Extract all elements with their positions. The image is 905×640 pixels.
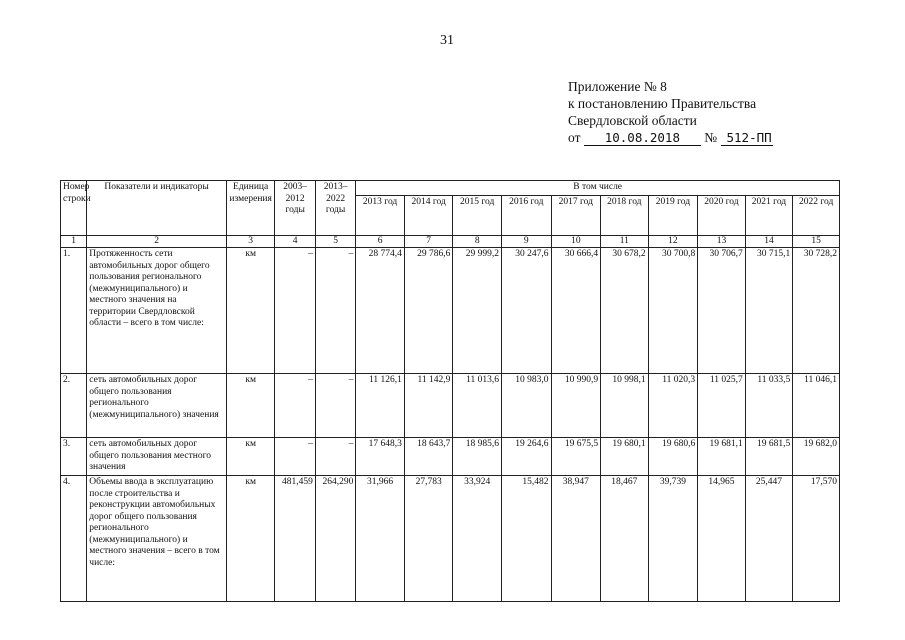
resolution-number: 512-ПП: [721, 131, 773, 146]
table-row: [61, 374, 840, 438]
column-number: 12: [648, 235, 698, 248]
header-year: 2015 год: [453, 195, 502, 235]
row-value: 19 264,6: [501, 438, 551, 476]
row-unit: км: [226, 248, 275, 374]
header-including: В том числе: [356, 181, 840, 196]
header-year: 2022 год: [793, 195, 840, 235]
table-row: [61, 438, 840, 476]
resolution-date: 10.08.2018: [584, 131, 701, 146]
column-number: 6: [356, 235, 405, 248]
row-period-2: 264,290: [315, 476, 355, 602]
row-number: 2.: [61, 374, 87, 438]
row-value: 14,965: [698, 476, 746, 602]
column-number: 9: [501, 235, 551, 248]
number-prefix: №: [704, 130, 718, 145]
column-number: 10: [551, 235, 601, 248]
row-value: 19 681,5: [745, 438, 793, 476]
row-period-1: –: [275, 438, 315, 476]
appendix-title: Приложение № 8: [568, 79, 667, 94]
row-value: 10 983,0: [501, 374, 551, 438]
column-number: 7: [404, 235, 453, 248]
row-number: 3.: [61, 438, 87, 476]
header-row-number: Номер строки: [61, 181, 87, 236]
row-value: 17,570: [793, 476, 840, 602]
header-period-2003-2012: 2003–2012 годы: [275, 181, 315, 236]
row-unit: км: [226, 438, 275, 476]
appendix-date-line: [568, 129, 773, 146]
header-indicator: Показатели и индикаторы: [87, 181, 227, 236]
row-value: 19 682,0: [793, 438, 840, 476]
row-value: 10 998,1: [601, 374, 649, 438]
row-value: 30 247,6: [501, 248, 551, 374]
row-number: 4.: [61, 476, 87, 602]
column-number: 4: [275, 235, 315, 248]
row-period-1: –: [275, 374, 315, 438]
header-year: 2021 год: [745, 195, 793, 235]
column-number: 8: [453, 235, 502, 248]
row-value: 39,739: [648, 476, 698, 602]
row-value: 19 680,1: [601, 438, 649, 476]
row-value: 11 046,1: [793, 374, 840, 438]
row-value: 25,447: [745, 476, 793, 602]
row-indicator: сеть автомобильных дорог общего пользования регионального (межмуниципального) значения: [87, 374, 227, 438]
row-value: 11 013,6: [453, 374, 502, 438]
row-value: 18 643,7: [404, 438, 453, 476]
header-period-2013-2022: 2013–2022 годы: [315, 181, 355, 236]
row-value: 30 706,7: [698, 248, 746, 374]
column-number: 1: [61, 235, 87, 248]
header-unit: Единица измерения: [226, 181, 275, 236]
appendix-region-line: Свердловской области: [568, 113, 697, 128]
row-value: 19 680,6: [648, 438, 698, 476]
row-value: 11 126,1: [356, 374, 405, 438]
row-value: 29 999,2: [453, 248, 502, 374]
indicators-table: [60, 180, 840, 602]
header-year: 2017 год: [551, 195, 601, 235]
row-value: 30 700,8: [648, 248, 698, 374]
column-number: 13: [698, 235, 746, 248]
column-number: 15: [793, 235, 840, 248]
row-value: 30 666,4: [551, 248, 601, 374]
column-number: 5: [315, 235, 355, 248]
row-value: 15,482: [501, 476, 551, 602]
row-indicator: Объемы ввода в эксплуатацию после строительства и реконструкции автомобильных дорог общего пользования регионального (межмуниципального) и местного значения – всего в том числе:: [87, 476, 227, 602]
row-value: 30 678,2: [601, 248, 649, 374]
row-value: 11 025,7: [698, 374, 746, 438]
row-value: 11 033,5: [745, 374, 793, 438]
row-value: 19 675,5: [551, 438, 601, 476]
page-number: 31: [440, 33, 454, 48]
row-value: 18,467: [601, 476, 649, 602]
row-unit: км: [226, 476, 275, 602]
row-value: 27,783: [404, 476, 453, 602]
row-value: 17 648,3: [356, 438, 405, 476]
row-indicator: сеть автомобильных дорог общего пользования местного значения: [87, 438, 227, 476]
row-value: 29 786,6: [404, 248, 453, 374]
column-numbers-row: [61, 235, 840, 248]
row-value: 11 142,9: [404, 374, 453, 438]
date-prefix: от: [568, 130, 581, 145]
row-value: 19 681,1: [698, 438, 746, 476]
column-number: 14: [745, 235, 793, 248]
table-row: [61, 476, 840, 602]
appendix-header: [568, 78, 773, 146]
row-value: 30 728,2: [793, 248, 840, 374]
row-unit: км: [226, 374, 275, 438]
row-value: 31,966: [356, 476, 405, 602]
row-number: 1.: [61, 248, 87, 374]
header-year: 2014 год: [404, 195, 453, 235]
column-number: 3: [226, 235, 275, 248]
row-period-1: 481,459: [275, 476, 315, 602]
row-indicator: Протяженность сети автомобильных дорог общего пользования регионального (межмуниципального) и местного значения на территории Свердловской области – всего в том числе:: [87, 248, 227, 374]
column-number: 2: [87, 235, 227, 248]
header-year: 2018 год: [601, 195, 649, 235]
header-year: 2019 год: [648, 195, 698, 235]
header-row: [61, 181, 840, 196]
row-value: 38,947: [551, 476, 601, 602]
row-period-2: –: [315, 438, 355, 476]
row-period-1: –: [275, 248, 315, 374]
row-value: 33,924: [453, 476, 502, 602]
header-year: 2013 год: [356, 195, 405, 235]
table-row: [61, 248, 840, 374]
header-year: 2016 год: [501, 195, 551, 235]
appendix-resolution-line: к постановлению Правительства: [568, 96, 757, 111]
header-year: 2020 год: [698, 195, 746, 235]
row-period-2: –: [315, 248, 355, 374]
row-value: 18 985,6: [453, 438, 502, 476]
row-period-2: –: [315, 374, 355, 438]
column-number: 11: [601, 235, 649, 248]
row-value: 11 020,3: [648, 374, 698, 438]
row-value: 10 990,9: [551, 374, 601, 438]
row-value: 28 774,4: [356, 248, 405, 374]
row-value: 30 715,1: [745, 248, 793, 374]
